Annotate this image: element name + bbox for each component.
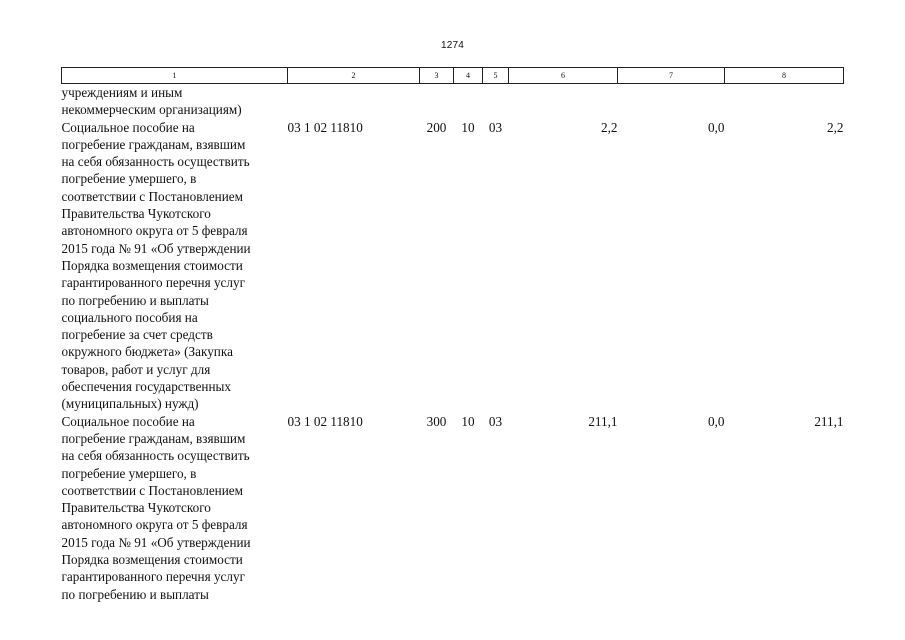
- page-number: 1274: [440, 40, 465, 51]
- column-header: 5: [483, 68, 509, 84]
- amount-col7: 0,0: [708, 119, 725, 135]
- section: [454, 84, 483, 119]
- column-number-row: [62, 68, 844, 84]
- table-row: [62, 119, 844, 413]
- amount-col8: 2,2: [827, 119, 844, 135]
- row-name: Социальное пособие на погребение гражданам, взявшим на себя обязанность осуществить погребение умершего, в соответствии с Постановлением Правительства Чукотского автономного округа от 5 февраля 2015 года № 91 «Об утверждении Порядка возмещения стоимости гарантированного перечня услуг по погребению и выплаты: [61, 413, 251, 602]
- row-name: Социальное пособие на погребение гражданам, взявшим на себя обязанность осуществить погребение умершего, в соответствии с Постановлением Правительства Чукотского автономного округа от 5 февраля 2015 года № 91 «Об утверждении Порядка возмещения стоимости гарантированного перечня услуг по погребению и выплаты социального пособия на погребение за счет средств окружного бюджета» (Закупка товаров, работ и услуг для обеспечения государственных (муниципальных) нужд): [61, 119, 251, 412]
- subsection: 03: [488, 413, 503, 429]
- expense-type: [420, 84, 454, 119]
- section: 10: [461, 413, 475, 429]
- amount-col7: 0,0: [708, 413, 725, 429]
- amount-col6: 2,2: [601, 119, 618, 135]
- column-header: 6: [509, 68, 618, 84]
- column-header: 4: [454, 68, 483, 84]
- column-header: 8: [725, 68, 844, 84]
- target-article-code: 03 1 02 11810: [287, 413, 363, 429]
- amount-col6: [509, 84, 618, 119]
- subsection: 03: [488, 119, 503, 135]
- row-name: учреждениям и иным некоммерческим организациям): [61, 85, 242, 118]
- column-header: 1: [62, 68, 288, 84]
- amount-col8: [725, 84, 844, 119]
- expense-type: 200: [426, 119, 447, 135]
- amount-col8: 211,1: [814, 413, 844, 429]
- amount-col6: 211,1: [588, 413, 618, 429]
- column-header: 3: [420, 68, 454, 84]
- table-row: [62, 84, 844, 119]
- section: 10: [461, 119, 475, 135]
- table-row: [62, 413, 844, 603]
- budget-table: [61, 67, 844, 603]
- target-article-code: 03 1 02 11810: [287, 119, 363, 135]
- expense-type: 300: [426, 413, 447, 429]
- target-article-code: [288, 84, 420, 119]
- column-header: 7: [618, 68, 725, 84]
- subsection: [483, 84, 509, 119]
- amount-col7: [618, 84, 725, 119]
- column-header: 2: [288, 68, 420, 84]
